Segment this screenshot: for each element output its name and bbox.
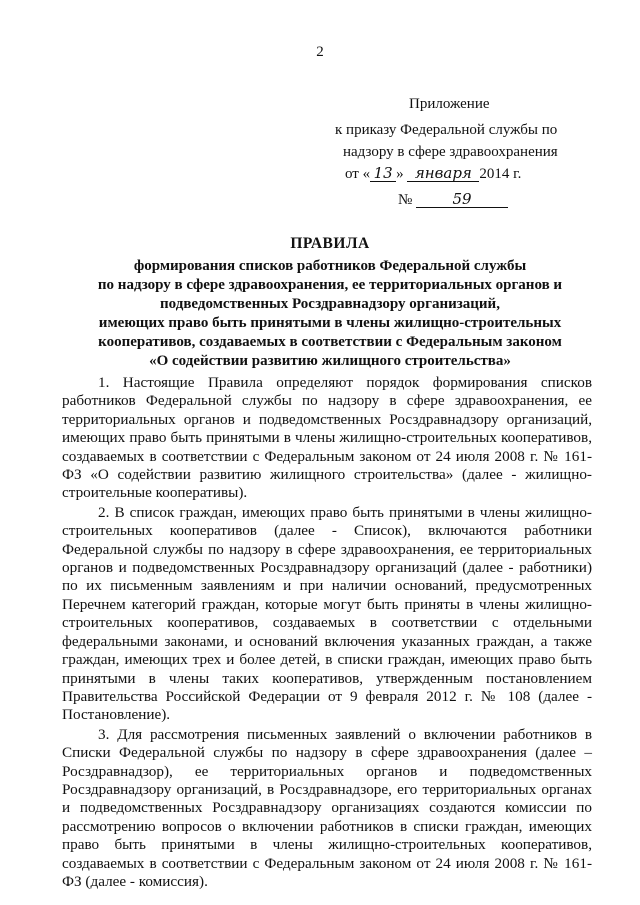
appendix-block (335, 93, 605, 211)
number-handwritten: 59 (416, 191, 508, 208)
rules-subtitle-line: по надзору в сфере здравоохранения, ее территориальных органов и (97, 277, 563, 293)
rules-subtitle-line: кооперативов, создаваемых в соответствии с Федеральным законом (98, 334, 562, 350)
date-mid: » (396, 166, 404, 182)
date-month-handwritten: января (407, 165, 479, 182)
rules-subtitle-line: имеющих право быть принятыми в члены жилищно-строительных (98, 315, 562, 331)
number-prefix: № (398, 192, 413, 208)
paragraph-2: 2. В список граждан, имеющих право быть принятыми в члены жилищно-строительных кооперативов (далее - Список), включаются работники Федеральной службы по надзору в сфере здравоохранения, ее территориальных органов и подведомственных Росздравнадзору организаций (далее - работники) по их письменным заявлениям и при наличии оснований, предусмотренных Перечнем категорий граждан, которые могут быть приняты в члены жилищно-строительных кооперативов, создаваемых в соответствии с отдельными федеральными законами, и оснований включения указанных граждан, а также граждан, имеющих трех и более детей, в списки граждан, имеющих право быть принятыми в члены таких кооперативов, утвержденным постановлением Правительства Российской Федерации от 9 февраля 2012 г. № 108 (далее - Постановление). (62, 503, 592, 724)
rules-subtitle-line: «О содействии развитию жилищного строительства» (149, 353, 511, 369)
rules-title: ПРАВИЛА (290, 235, 370, 252)
rules-subtitle-line: формирования списков работников Федеральной службы (133, 258, 527, 274)
paragraph-3: 3. Для рассмотрения письменных заявлений о включении работников в Списки Федеральной службы по надзору в сфере здравоохранения (далее – Росздравнадзор), ее территориальных органов и подведомственных Росздравнадзору организаций, в Росздравнадзоре, его территориальных органах и подведомственных Росздравнадзору организациях создаются комиссии по рассмотрению вопросов о включении работников в списки граждан, имеющих право быть принятыми в члены жилищно-строительных кооперативов, создаваемых в соответствии с Федеральным законом от 24 июля 2008 г. № 161-ФЗ (далее - комиссия). (62, 725, 592, 890)
document-body (62, 374, 592, 892)
appendix-order-line: к приказу Федеральной службы по (335, 122, 558, 138)
paragraph-1: 1. Настоящие Правила определяют порядок формирования списков работников Федеральной службы по надзору в сфере здравоохранения, ее территориальных органов и подведомственных Росздравнадзору организаций, имеющих право быть принятыми в члены жилищно-строительных кооперативов, создаваемых в соответствии с Федеральным законом от 24 июля 2008 г. № 161-ФЗ «О содействии развитию жилищного строительства» (далее - жилищно-строительные кооперативы). (62, 374, 592, 502)
appendix-date-line (335, 163, 605, 185)
appendix-title: Приложение (409, 96, 490, 112)
date-day-handwritten: 13 (370, 165, 396, 182)
date-prefix: от « (345, 166, 371, 182)
rules-subtitle-line: подведомственных Росздравнадзору организаций, (160, 296, 500, 312)
rules-title-block (40, 234, 620, 371)
appendix-number-line (335, 189, 605, 211)
appendix-agency-line: надзору в сфере здравоохранения (343, 144, 558, 160)
page-number: 2 (316, 44, 324, 60)
date-year: 2014 г. (479, 166, 522, 182)
